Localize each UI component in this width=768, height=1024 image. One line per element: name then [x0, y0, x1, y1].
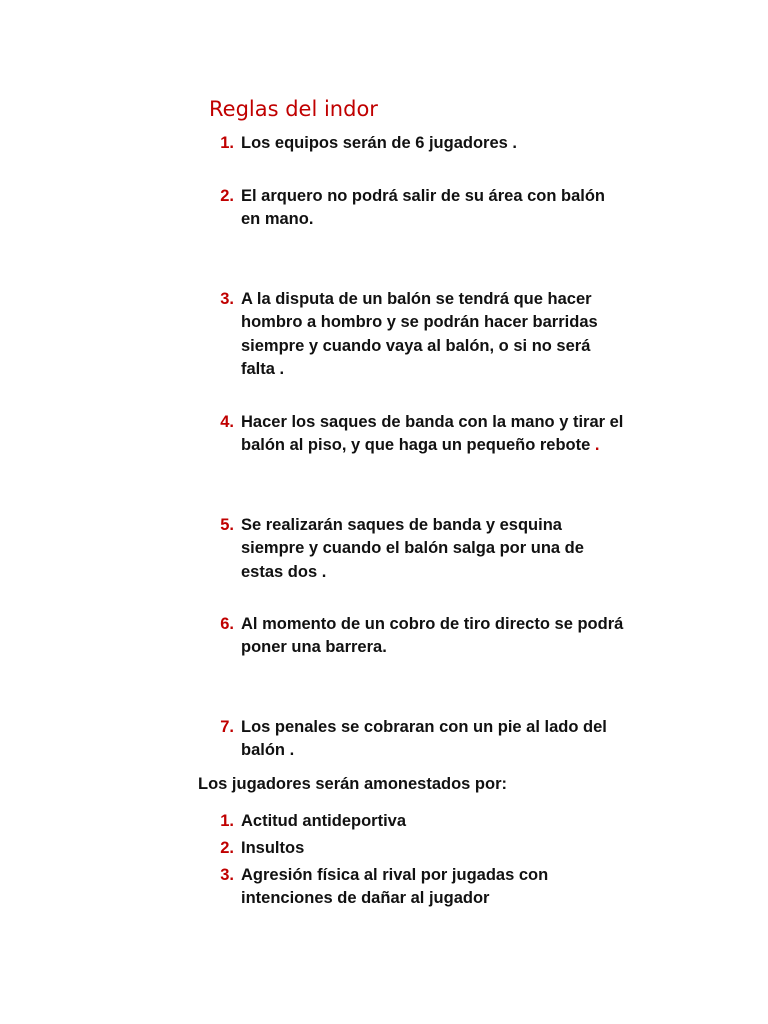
rule-item-3	[198, 288, 668, 381]
rule-item-4	[198, 411, 668, 458]
list-number: 6.	[220, 615, 234, 633]
list-number: 7.	[220, 718, 234, 736]
sanction-item-3	[198, 864, 668, 911]
rule-text: Hacer los saques de banda con la mano y tirar el balón al piso, y que haga un pequeño rebote	[241, 413, 624, 455]
rule-text: Los equipos serán de 6 jugadores .	[241, 134, 517, 152]
rule-text: Al momento de un cobro de tiro directo se podrá poner una barrera.	[241, 615, 624, 657]
sanction-text: Actitud antideportiva	[241, 812, 407, 830]
list-number: 4.	[220, 413, 234, 431]
list-number: 3.	[220, 290, 234, 308]
rule-text: El arquero no podrá salir de su área con balón en mano.	[241, 187, 606, 229]
rule-item-2	[198, 185, 668, 232]
sanctions-heading: Los jugadores serán amonestados por:	[198, 775, 507, 793]
list-number: 2.	[220, 187, 234, 205]
rule-text: Se realizarán saques de banda y esquina siempre y cuando el balón salga por una de estas dos .	[241, 516, 584, 581]
rule-item-5	[198, 514, 668, 584]
list-number: 3.	[220, 866, 234, 884]
rule-text: A la disputa de un balón se tendrá que hacer hombro a hombro y se podrán hacer barridas siempre y cuando vaya al balón, o si no será falta .	[241, 290, 598, 378]
page-title: Reglas del indor	[209, 97, 378, 121]
rule-suffix: .	[594, 436, 600, 455]
sanction-text: Agresión física al rival por jugadas con intenciones de dañar al jugador	[241, 866, 549, 908]
rule-item-1	[198, 132, 668, 155]
rule-text: Los penales se cobraran con un pie al lado del balón .	[241, 718, 607, 760]
list-number: 5.	[220, 516, 234, 534]
sanction-item-2	[198, 837, 668, 860]
list-number: 2.	[220, 839, 234, 857]
rule-item-6	[198, 613, 668, 660]
sanction-text: Insultos	[241, 839, 305, 857]
list-number: 1.	[220, 134, 234, 152]
list-number: 1.	[220, 812, 234, 830]
sanction-item-1	[198, 810, 668, 833]
rule-item-7	[198, 716, 668, 763]
